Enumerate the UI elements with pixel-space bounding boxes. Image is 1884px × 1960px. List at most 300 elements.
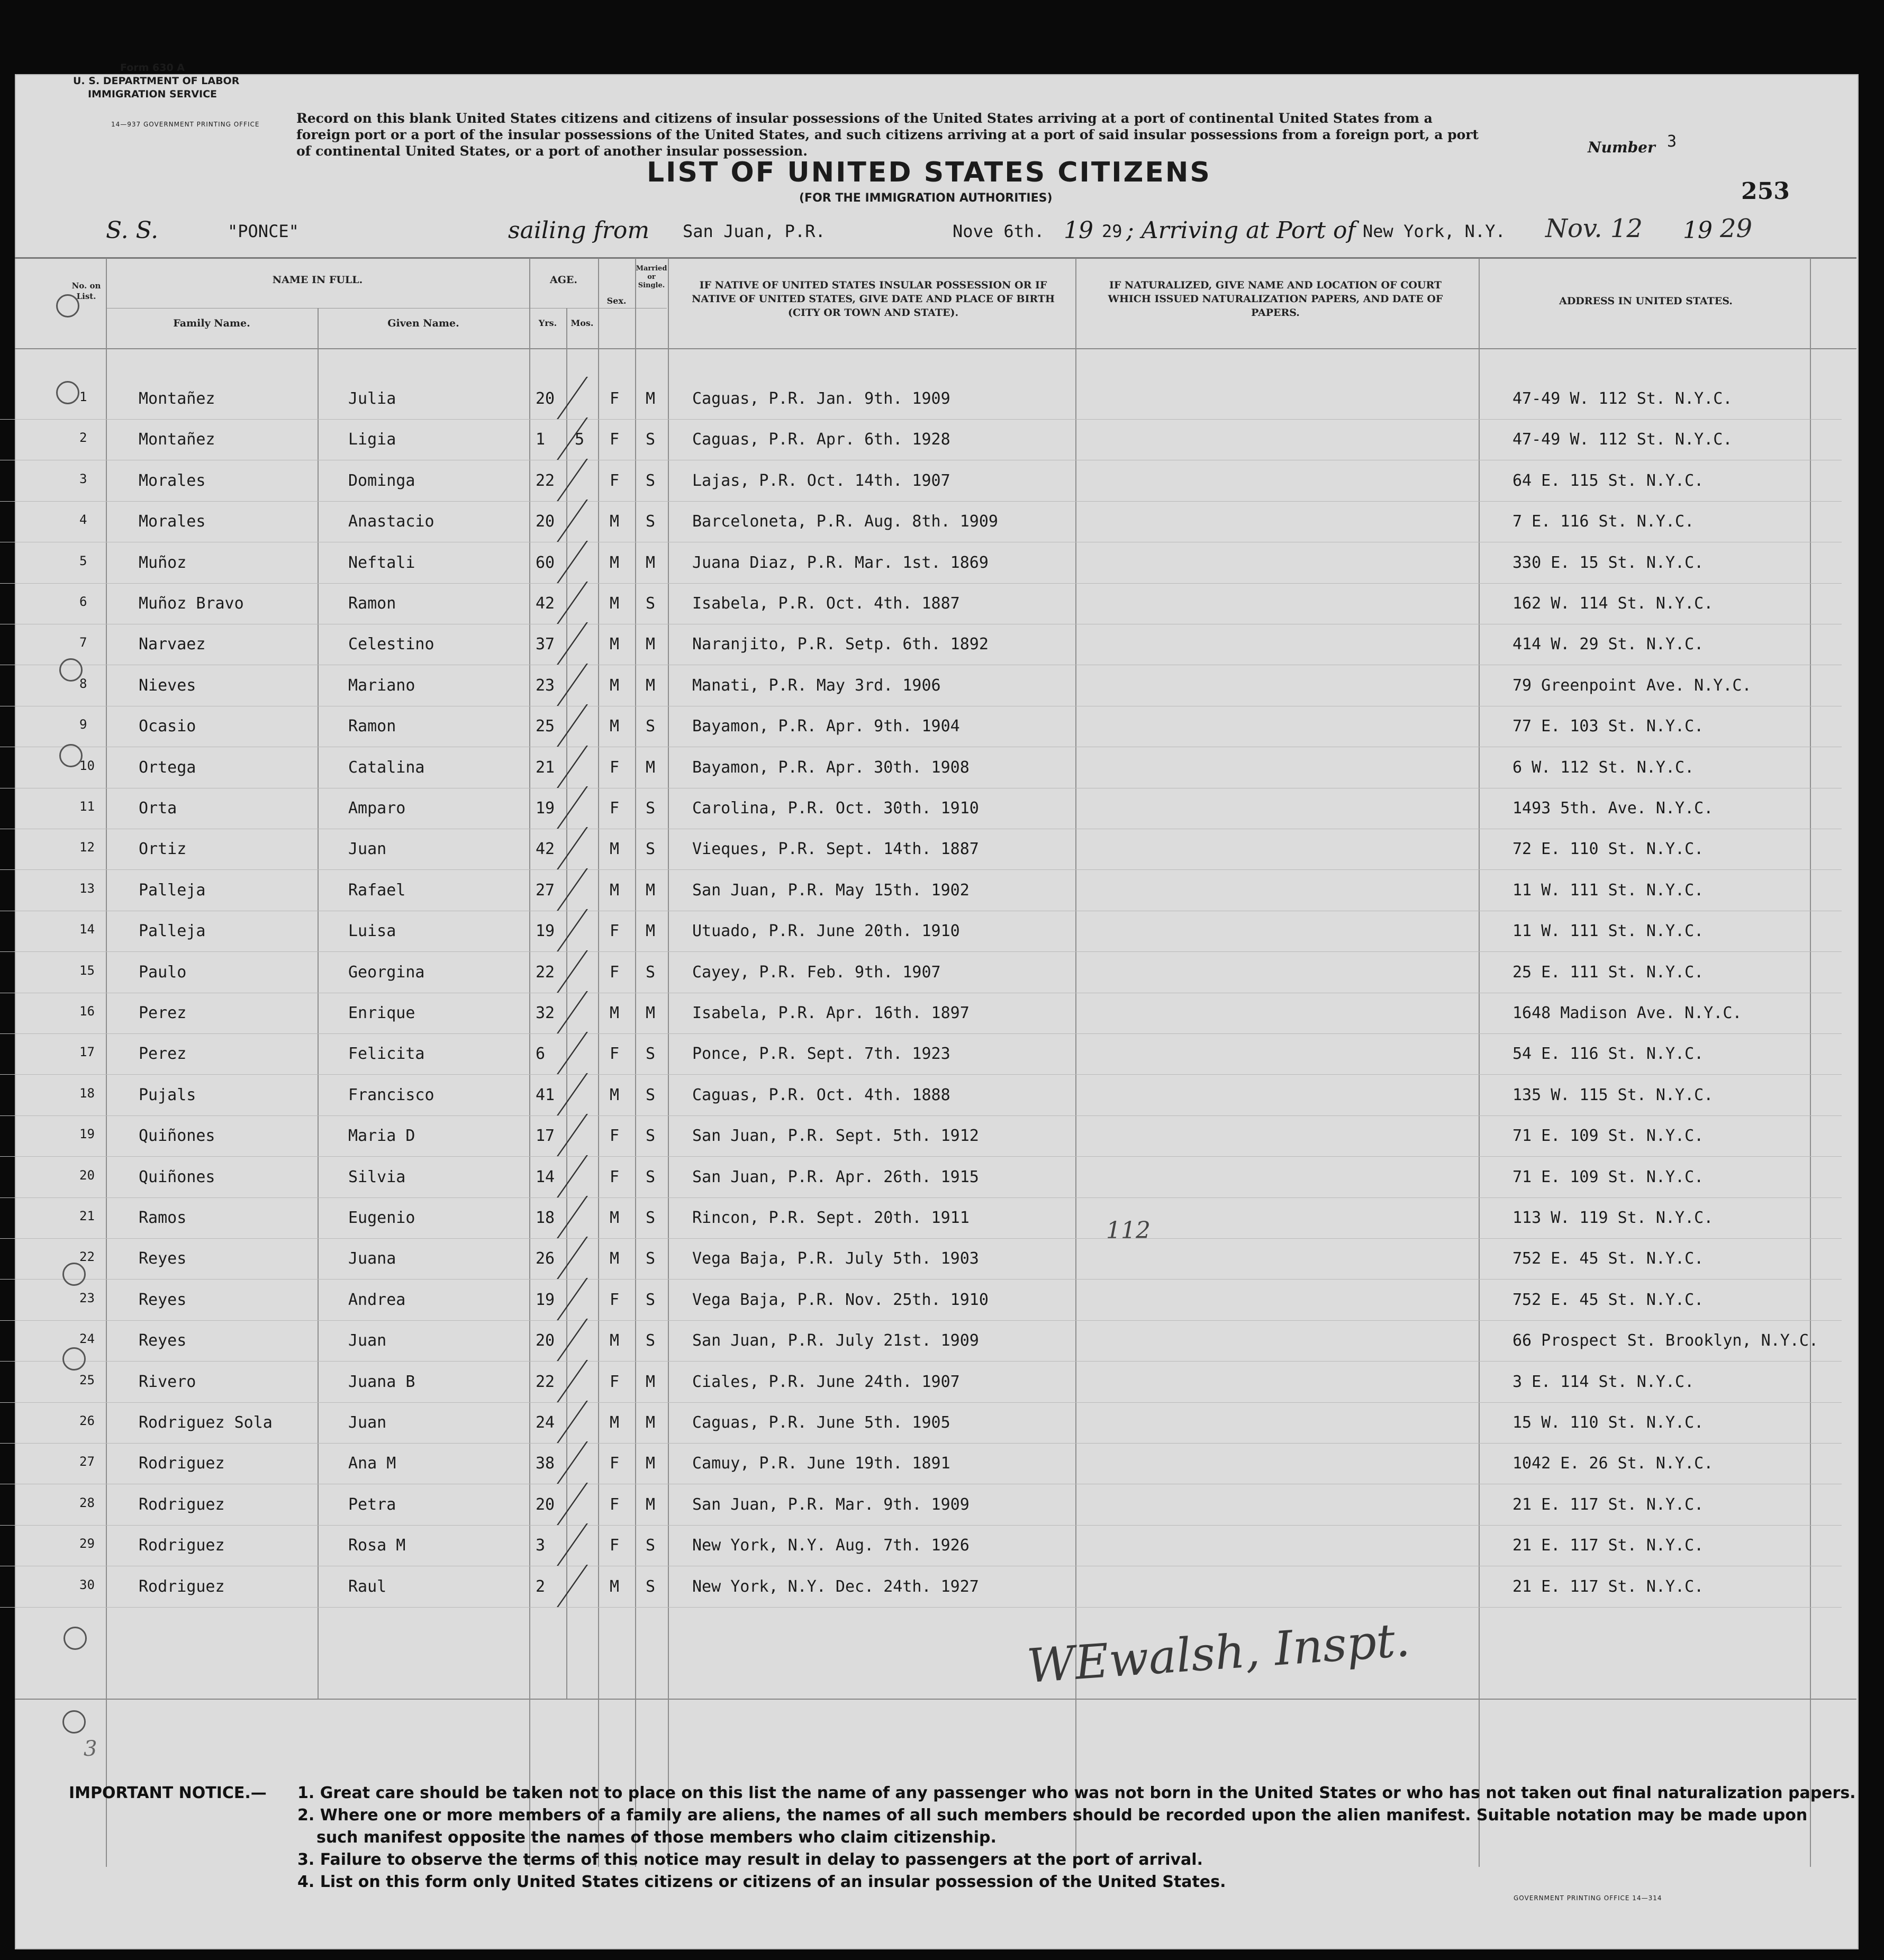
family-name: Orta (139, 799, 177, 818)
age-years: 23 (536, 676, 555, 695)
given-name: Juana B (348, 1372, 415, 1391)
year-prefix: 19 (1064, 217, 1093, 244)
punch-hole (59, 658, 83, 682)
given-name: Mariano (348, 676, 415, 695)
given-name: Juan (348, 1413, 387, 1432)
table-row (0, 1076, 1842, 1116)
age-years: 20 (536, 1495, 555, 1514)
row-number: 21 (79, 1209, 95, 1223)
address: 162 W. 114 St. N.Y.C. (1512, 594, 1714, 613)
marital-status: S (646, 594, 656, 613)
table-row (0, 707, 1842, 747)
given-name: Ramon (348, 717, 396, 736)
age-years: 42 (536, 840, 555, 859)
row-number: 19 (79, 1127, 95, 1142)
table-row (0, 749, 1842, 788)
punch-hole (62, 1710, 86, 1734)
family-name: Morales (139, 512, 206, 531)
address: 135 W. 115 St. N.Y.C. (1512, 1085, 1714, 1104)
row-number: 6 (79, 594, 87, 609)
family-name: Montañez (139, 389, 215, 408)
record-instructions (296, 110, 1498, 159)
col-header-address: ADDRESS IN UNITED STATES. (1559, 295, 1733, 307)
age-years: 22 (536, 1372, 555, 1391)
age-years: 2 (536, 1577, 546, 1596)
table-row (0, 1199, 1842, 1239)
family-name: Montañez (139, 430, 215, 449)
marital-status: S (646, 1536, 656, 1555)
table-row (0, 1281, 1842, 1321)
service: IMMIGRATION SERVICE (87, 88, 218, 100)
sex: F (610, 1372, 620, 1391)
age-years: 42 (536, 594, 555, 613)
sex: F (610, 799, 620, 818)
marital-status: M (646, 635, 656, 654)
row-number: 16 (79, 1004, 95, 1019)
table-row (0, 380, 1842, 420)
punch-hole (64, 1627, 87, 1650)
sex: M (610, 594, 620, 613)
family-name: Ocasio (139, 717, 196, 736)
birth-place-date: New York, N.Y. Aug. 7th. 1926 (692, 1536, 970, 1555)
marital-status: M (646, 1495, 656, 1514)
table-row (0, 912, 1842, 952)
sex: F (610, 1167, 620, 1186)
age-years: 22 (536, 963, 555, 982)
age-years: 20 (536, 389, 555, 408)
table-row (0, 544, 1842, 584)
address: 71 E. 109 St. N.Y.C. (1512, 1167, 1704, 1186)
address: 21 E. 117 St. N.Y.C. (1512, 1536, 1704, 1555)
col-header-mos: Mos. (570, 318, 594, 328)
marital-status: M (646, 1413, 656, 1432)
table-bottom-rule (15, 1699, 1856, 1700)
family-name: Perez (139, 1045, 187, 1064)
sex: F (610, 758, 620, 777)
ss-label: S. S. (106, 217, 159, 244)
birth-place-date: San Juan, P.R. July 21st. 1909 (692, 1331, 979, 1350)
given-name: Silvia (348, 1167, 406, 1186)
col-header-family: Family Name. (173, 317, 250, 329)
col-header-no: No. on List. (71, 281, 101, 301)
address: 71 E. 109 St. N.Y.C. (1512, 1127, 1704, 1146)
sex: M (610, 717, 620, 736)
given-name: Rafael (348, 881, 406, 900)
given-name: Maria D (348, 1127, 415, 1146)
family-name: Ortega (139, 758, 196, 777)
birth-place-date: Vega Baja, P.R. July 5th. 1903 (692, 1249, 979, 1268)
age-years: 3 (536, 1536, 546, 1555)
age-years: 19 (536, 799, 555, 818)
birth-place-date: New York, N.Y. Dec. 24th. 1927 (692, 1577, 979, 1596)
given-name: Petra (348, 1495, 396, 1514)
table-row (0, 830, 1842, 870)
family-name: Rodriguez (139, 1577, 225, 1596)
birth-place-date: Bayamon, P.R. Apr. 9th. 1904 (692, 717, 960, 736)
sailing-label: sailing from (508, 217, 650, 244)
row-number: 13 (79, 881, 95, 896)
given-name: Amparo (348, 799, 406, 818)
sex: M (610, 1209, 620, 1227)
age-years: 17 (536, 1127, 555, 1146)
sex: M (610, 1249, 620, 1268)
given-name: Andrea (348, 1290, 406, 1309)
footer-printer-mark: GOVERNMENT PRINTING OFFICE 14—314 (1514, 1894, 1662, 1902)
birth-place-date: Camuy, P.R. June 19th. 1891 (692, 1454, 950, 1473)
sex: F (610, 1495, 620, 1514)
age-years: 19 (536, 922, 555, 941)
col-header-naturalized: IF NATURALIZED, GIVE NAME AND LOCATION OF COURT WHICH ISSUED NATURALIZATION PAPERS, AND DATE OF PAPERS. (1108, 279, 1443, 319)
address: 752 E. 45 St. N.Y.C. (1512, 1290, 1704, 1309)
given-name: Enrique (348, 1004, 415, 1022)
address: 414 W. 29 St. N.Y.C. (1512, 635, 1704, 654)
address: 113 W. 119 St. N.Y.C. (1512, 1209, 1714, 1227)
row-number: 4 (79, 512, 87, 528)
table-row (0, 1568, 1842, 1608)
row-number: 9 (79, 717, 87, 732)
marital-status: S (646, 1249, 656, 1268)
address: 330 E. 15 St. N.Y.C. (1512, 553, 1704, 572)
family-name: Nieves (139, 676, 196, 695)
family-name: Paulo (139, 963, 187, 982)
birth-place-date: Rincon, P.R. Sept. 20th. 1911 (692, 1209, 970, 1227)
departure-port: San Juan, P.R. (683, 221, 826, 241)
table-row (0, 1035, 1842, 1075)
address: 64 E. 115 St. N.Y.C. (1512, 471, 1704, 490)
given-name: Francisco (348, 1085, 434, 1104)
birth-place-date: Naranjito, P.R. Setp. 6th. 1892 (692, 635, 989, 654)
col-header-yrs: Yrs. (538, 318, 557, 328)
col-header-name: NAME IN FULL. (272, 274, 363, 286)
row-number: 27 (79, 1454, 95, 1469)
given-name: Ramon (348, 594, 396, 613)
marital-status: M (646, 676, 656, 695)
row-number: 2 (79, 430, 87, 446)
table-row (0, 954, 1842, 993)
row-number: 12 (79, 840, 95, 855)
age-years: 21 (536, 758, 555, 777)
address: 77 E. 103 St. N.Y.C. (1512, 717, 1704, 736)
sex: F (610, 1290, 620, 1309)
age-years: 25 (536, 717, 555, 736)
notice-item: 1. Great care should be taken not to place on this list the name of any passenger who was not born in the United States or who has not taken out final naturalization papers. (297, 1784, 1856, 1802)
marital-status: S (646, 799, 656, 818)
sex: F (610, 1127, 620, 1146)
age-years: 20 (536, 512, 555, 531)
record-line: of continental United States, or a port of another insular possession. (296, 143, 808, 159)
birth-place-date: Isabela, P.R. Apr. 16th. 1897 (692, 1004, 970, 1022)
header-bottom-rule (15, 348, 1856, 349)
table-row (0, 1404, 1842, 1444)
page-subtitle: (FOR THE IMMIGRATION AUTHORITIES) (799, 192, 1053, 205)
marital-status: M (646, 1454, 656, 1473)
row-number: 5 (79, 553, 87, 568)
record-line: foreign port or a port of the insular possessions of the United States, and such citizens arriving at a port of said insular possessions from a foreign port, a port (296, 127, 1479, 142)
address: 1648 Madison Ave. N.Y.C. (1512, 1004, 1742, 1022)
marital-status: M (646, 553, 656, 572)
col-header-married: Married or Single. (636, 265, 667, 289)
family-name: Ortiz (139, 840, 187, 859)
address: 79 Greenpoint Ave. N.Y.C. (1512, 676, 1752, 695)
marital-status: S (646, 1045, 656, 1064)
address: 54 E. 116 St. N.Y.C. (1512, 1045, 1704, 1064)
row-number: 22 (79, 1249, 95, 1265)
address: 15 W. 110 St. N.Y.C. (1512, 1413, 1704, 1432)
marital-status: M (646, 1004, 656, 1022)
sex: F (610, 471, 620, 490)
birth-place-date: Utuado, P.R. June 20th. 1910 (692, 922, 960, 941)
sex: M (610, 676, 620, 695)
notice-item: such manifest opposite the names of those members who claim citizenship. (316, 1828, 997, 1847)
row-number: 29 (79, 1536, 95, 1551)
row-number: 20 (79, 1167, 95, 1183)
table-row (0, 1486, 1842, 1526)
family-name: Rodriguez Sola (139, 1413, 273, 1432)
table-row (0, 667, 1842, 706)
birth-place-date: Juana Diaz, P.R. Mar. 1st. 1869 (692, 553, 989, 572)
birth-place-date: Manati, P.R. May 3rd. 1906 (692, 676, 941, 695)
family-name: Quiñones (139, 1167, 215, 1186)
family-name: Reyes (139, 1290, 187, 1309)
family-name: Muñoz Bravo (139, 594, 244, 613)
address: 7 E. 116 St. N.Y.C. (1512, 512, 1695, 531)
punch-hole (56, 294, 79, 317)
marital-status: M (646, 758, 656, 777)
given-name: Raul (348, 1577, 387, 1596)
col-header-age: AGE. (549, 274, 578, 286)
page-mark: 3 (84, 1737, 97, 1761)
birth-place-date: Barceloneta, P.R. Aug. 8th. 1909 (692, 512, 998, 531)
age-years: 37 (536, 635, 555, 654)
given-name: Rosa M (348, 1536, 406, 1555)
row-number: 1 (79, 389, 87, 404)
table-row (0, 1445, 1842, 1484)
table-row (0, 625, 1842, 665)
marital-status: M (646, 389, 656, 408)
col-header-sex: Sex. (606, 296, 627, 306)
form-identifier (73, 61, 240, 101)
age-months: 5 (575, 430, 585, 449)
family-name: Perez (139, 1004, 187, 1022)
row-number: 15 (79, 963, 95, 978)
table-row (0, 1240, 1842, 1280)
age-years: 6 (536, 1045, 546, 1064)
marital-status: S (646, 1127, 656, 1146)
birth-place-date: San Juan, P.R. Apr. 26th. 1915 (692, 1167, 979, 1186)
printer-mark: 14—937 GOVERNMENT PRINTING OFFICE (111, 121, 260, 128)
marital-status: M (646, 881, 656, 900)
table-row (0, 1158, 1842, 1198)
address: 6 W. 112 St. N.Y.C. (1512, 758, 1695, 777)
given-name: Neftali (348, 553, 415, 572)
age-years: 14 (536, 1167, 555, 1186)
sex: M (610, 1004, 620, 1022)
address: 66 Prospect St. Brooklyn, N.Y.C. (1512, 1331, 1818, 1350)
given-name: Catalina (348, 758, 425, 777)
sex: F (610, 1045, 620, 1064)
address: 11 W. 111 St. N.Y.C. (1512, 922, 1704, 941)
table-row (0, 1117, 1842, 1157)
birth-place-date: Caguas, P.R. June 5th. 1905 (692, 1413, 950, 1432)
marital-status: S (646, 1209, 656, 1227)
age-years: 18 (536, 1209, 555, 1227)
row-number: 26 (79, 1413, 95, 1428)
row-number: 24 (79, 1331, 95, 1347)
row-number: 10 (79, 758, 95, 773)
family-name: Reyes (139, 1249, 187, 1268)
sex: M (610, 1577, 620, 1596)
page-title: LIST OF UNITED STATES CITIZENS (647, 157, 1211, 188)
sex: M (610, 1085, 620, 1104)
row-number: 7 (79, 635, 87, 650)
address: 1042 E. 26 St. N.Y.C. (1512, 1454, 1714, 1473)
family-name: Ramos (139, 1209, 187, 1227)
given-name: Felicita (348, 1045, 425, 1064)
row-number: 17 (79, 1045, 95, 1060)
address: 21 E. 117 St. N.Y.C. (1512, 1577, 1704, 1596)
margin-annotation: 112 (1106, 1217, 1151, 1244)
marital-status: S (646, 1290, 656, 1309)
birth-place-date: San Juan, P.R. Mar. 9th. 1909 (692, 1495, 970, 1514)
birth-place-date: Vieques, P.R. Sept. 14th. 1887 (692, 840, 979, 859)
family-name: Reyes (139, 1331, 187, 1350)
family-name: Palleja (139, 881, 206, 900)
birth-place-date: Ciales, P.R. June 24th. 1907 (692, 1372, 960, 1391)
marital-status: M (646, 922, 656, 941)
number-label: Number (1588, 139, 1655, 156)
sex: M (610, 553, 620, 572)
sex: F (610, 1454, 620, 1473)
table-row (0, 872, 1842, 911)
sex: M (610, 840, 620, 859)
marital-status: S (646, 1167, 656, 1186)
notice-lead: IMPORTANT NOTICE.— (69, 1784, 267, 1802)
sex: F (610, 1536, 620, 1555)
address: 1493 5th. Ave. N.Y.C. (1512, 799, 1714, 818)
row-number: 18 (79, 1085, 95, 1101)
family-name: Quiñones (139, 1127, 215, 1146)
given-name: Dominga (348, 471, 415, 490)
departure-year: 29 (1102, 221, 1122, 241)
page-number: 253 (1741, 178, 1790, 205)
row-number: 25 (79, 1372, 95, 1387)
col-header-birth: IF NATIVE OF UNITED STATES INSULAR POSSESSION OR IF NATIVE OF UNITED STATES, GIVE DATE AND PLACE OF BIRTH (CITY OR TOWN AND STATE). (692, 279, 1055, 319)
address: 752 E. 45 St. N.Y.C. (1512, 1249, 1704, 1268)
departure-date: Nove 6th. (953, 221, 1045, 241)
marital-status: S (646, 1331, 656, 1350)
family-name: Pujals (139, 1085, 196, 1104)
marital-status: S (646, 471, 656, 490)
table-row (0, 790, 1842, 829)
age-years: 32 (536, 1004, 555, 1022)
birth-place-date: Cayey, P.R. Feb. 9th. 1907 (692, 963, 941, 982)
row-number: 3 (79, 471, 87, 486)
given-name: Georgina (348, 963, 425, 982)
age-years: 19 (536, 1290, 555, 1309)
address: 25 E. 111 St. N.Y.C. (1512, 963, 1704, 982)
table-row (0, 1322, 1842, 1362)
marital-status: S (646, 1577, 656, 1596)
punch-hole (59, 744, 83, 767)
col-header-given: Given Name. (387, 317, 459, 329)
address: 47-49 W. 112 St. N.Y.C. (1512, 389, 1733, 408)
family-name: Rodriguez (139, 1495, 225, 1514)
table-row (0, 1527, 1842, 1566)
arrival-date: Nov. 12 (1545, 214, 1643, 243)
family-name: Palleja (139, 922, 206, 941)
family-name: Rodriguez (139, 1454, 225, 1473)
punch-hole (62, 1347, 86, 1371)
notice-item: 2. Where one or more members of a family are aliens, the names of all such members should be recorded upon the alien manifest. Suitable notation may be made upon (297, 1806, 1808, 1825)
notice-item: 4. List on this form only United States citizens or citizens of an insular possession of the United States. (297, 1873, 1226, 1891)
department: U. S. DEPARTMENT OF LABOR (73, 75, 240, 87)
age-years: 60 (536, 553, 555, 572)
marital-status: S (646, 512, 656, 531)
number-value: 3 (1667, 132, 1677, 151)
arrival-year-prefix: 19 (1683, 217, 1713, 244)
family-name: Narvaez (139, 635, 206, 654)
row-number: 23 (79, 1290, 95, 1305)
age-years: 20 (536, 1331, 555, 1350)
sex: M (610, 635, 620, 654)
address: 11 W. 111 St. N.Y.C. (1512, 881, 1704, 900)
table-row (0, 994, 1842, 1034)
row-number: 8 (79, 676, 87, 691)
given-name: Eugenio (348, 1209, 415, 1227)
table-row (0, 421, 1842, 460)
sex: M (610, 512, 620, 531)
given-name: Ana M (348, 1454, 396, 1473)
ship-name: "PONCE" (228, 221, 299, 241)
marital-status: M (646, 1372, 656, 1391)
birth-place-date: Caguas, P.R. Apr. 6th. 1928 (692, 430, 950, 449)
record-line: Record on this blank United States citizens and citizens of insular possessions of the United States arriving at a port of continental United States from a (296, 111, 1433, 126)
address: 47-49 W. 112 St. N.Y.C. (1512, 430, 1733, 449)
form-number: Form 630 A (120, 62, 185, 74)
age-years: 22 (536, 471, 555, 490)
age-years: 41 (536, 1085, 555, 1104)
given-name: Anastacio (348, 512, 434, 531)
age-years: 1 (536, 430, 546, 449)
given-name: Julia (348, 389, 396, 408)
given-name: Ligia (348, 430, 396, 449)
sex: F (610, 922, 620, 941)
birth-place-date: San Juan, P.R. May 15th. 1902 (692, 881, 970, 900)
birth-place-date: San Juan, P.R. Sept. 5th. 1912 (692, 1127, 979, 1146)
given-name: Juan (348, 840, 387, 859)
row-number: 14 (79, 922, 95, 937)
table-row (0, 503, 1842, 542)
given-name: Juana (348, 1249, 396, 1268)
sex: F (610, 389, 620, 408)
marital-status: S (646, 717, 656, 736)
marital-status: S (646, 963, 656, 982)
given-name: Juan (348, 1331, 387, 1350)
row-number: 11 (79, 799, 95, 814)
table-row (0, 585, 1842, 624)
notice-item: 3. Failure to observe the terms of this notice may result in delay to passengers at the port of arrival. (297, 1850, 1203, 1869)
birth-place-date: Lajas, P.R. Oct. 14th. 1907 (692, 471, 950, 490)
marital-status: S (646, 430, 656, 449)
age-years: 26 (536, 1249, 555, 1268)
age-years: 24 (536, 1413, 555, 1432)
arriving-label: ; Arriving at Port of (1126, 217, 1356, 244)
family-name: Rodriguez (139, 1536, 225, 1555)
table-top-rule (15, 257, 1856, 259)
table-row (0, 1363, 1842, 1403)
marital-status: S (646, 1085, 656, 1104)
sex: F (610, 963, 620, 982)
